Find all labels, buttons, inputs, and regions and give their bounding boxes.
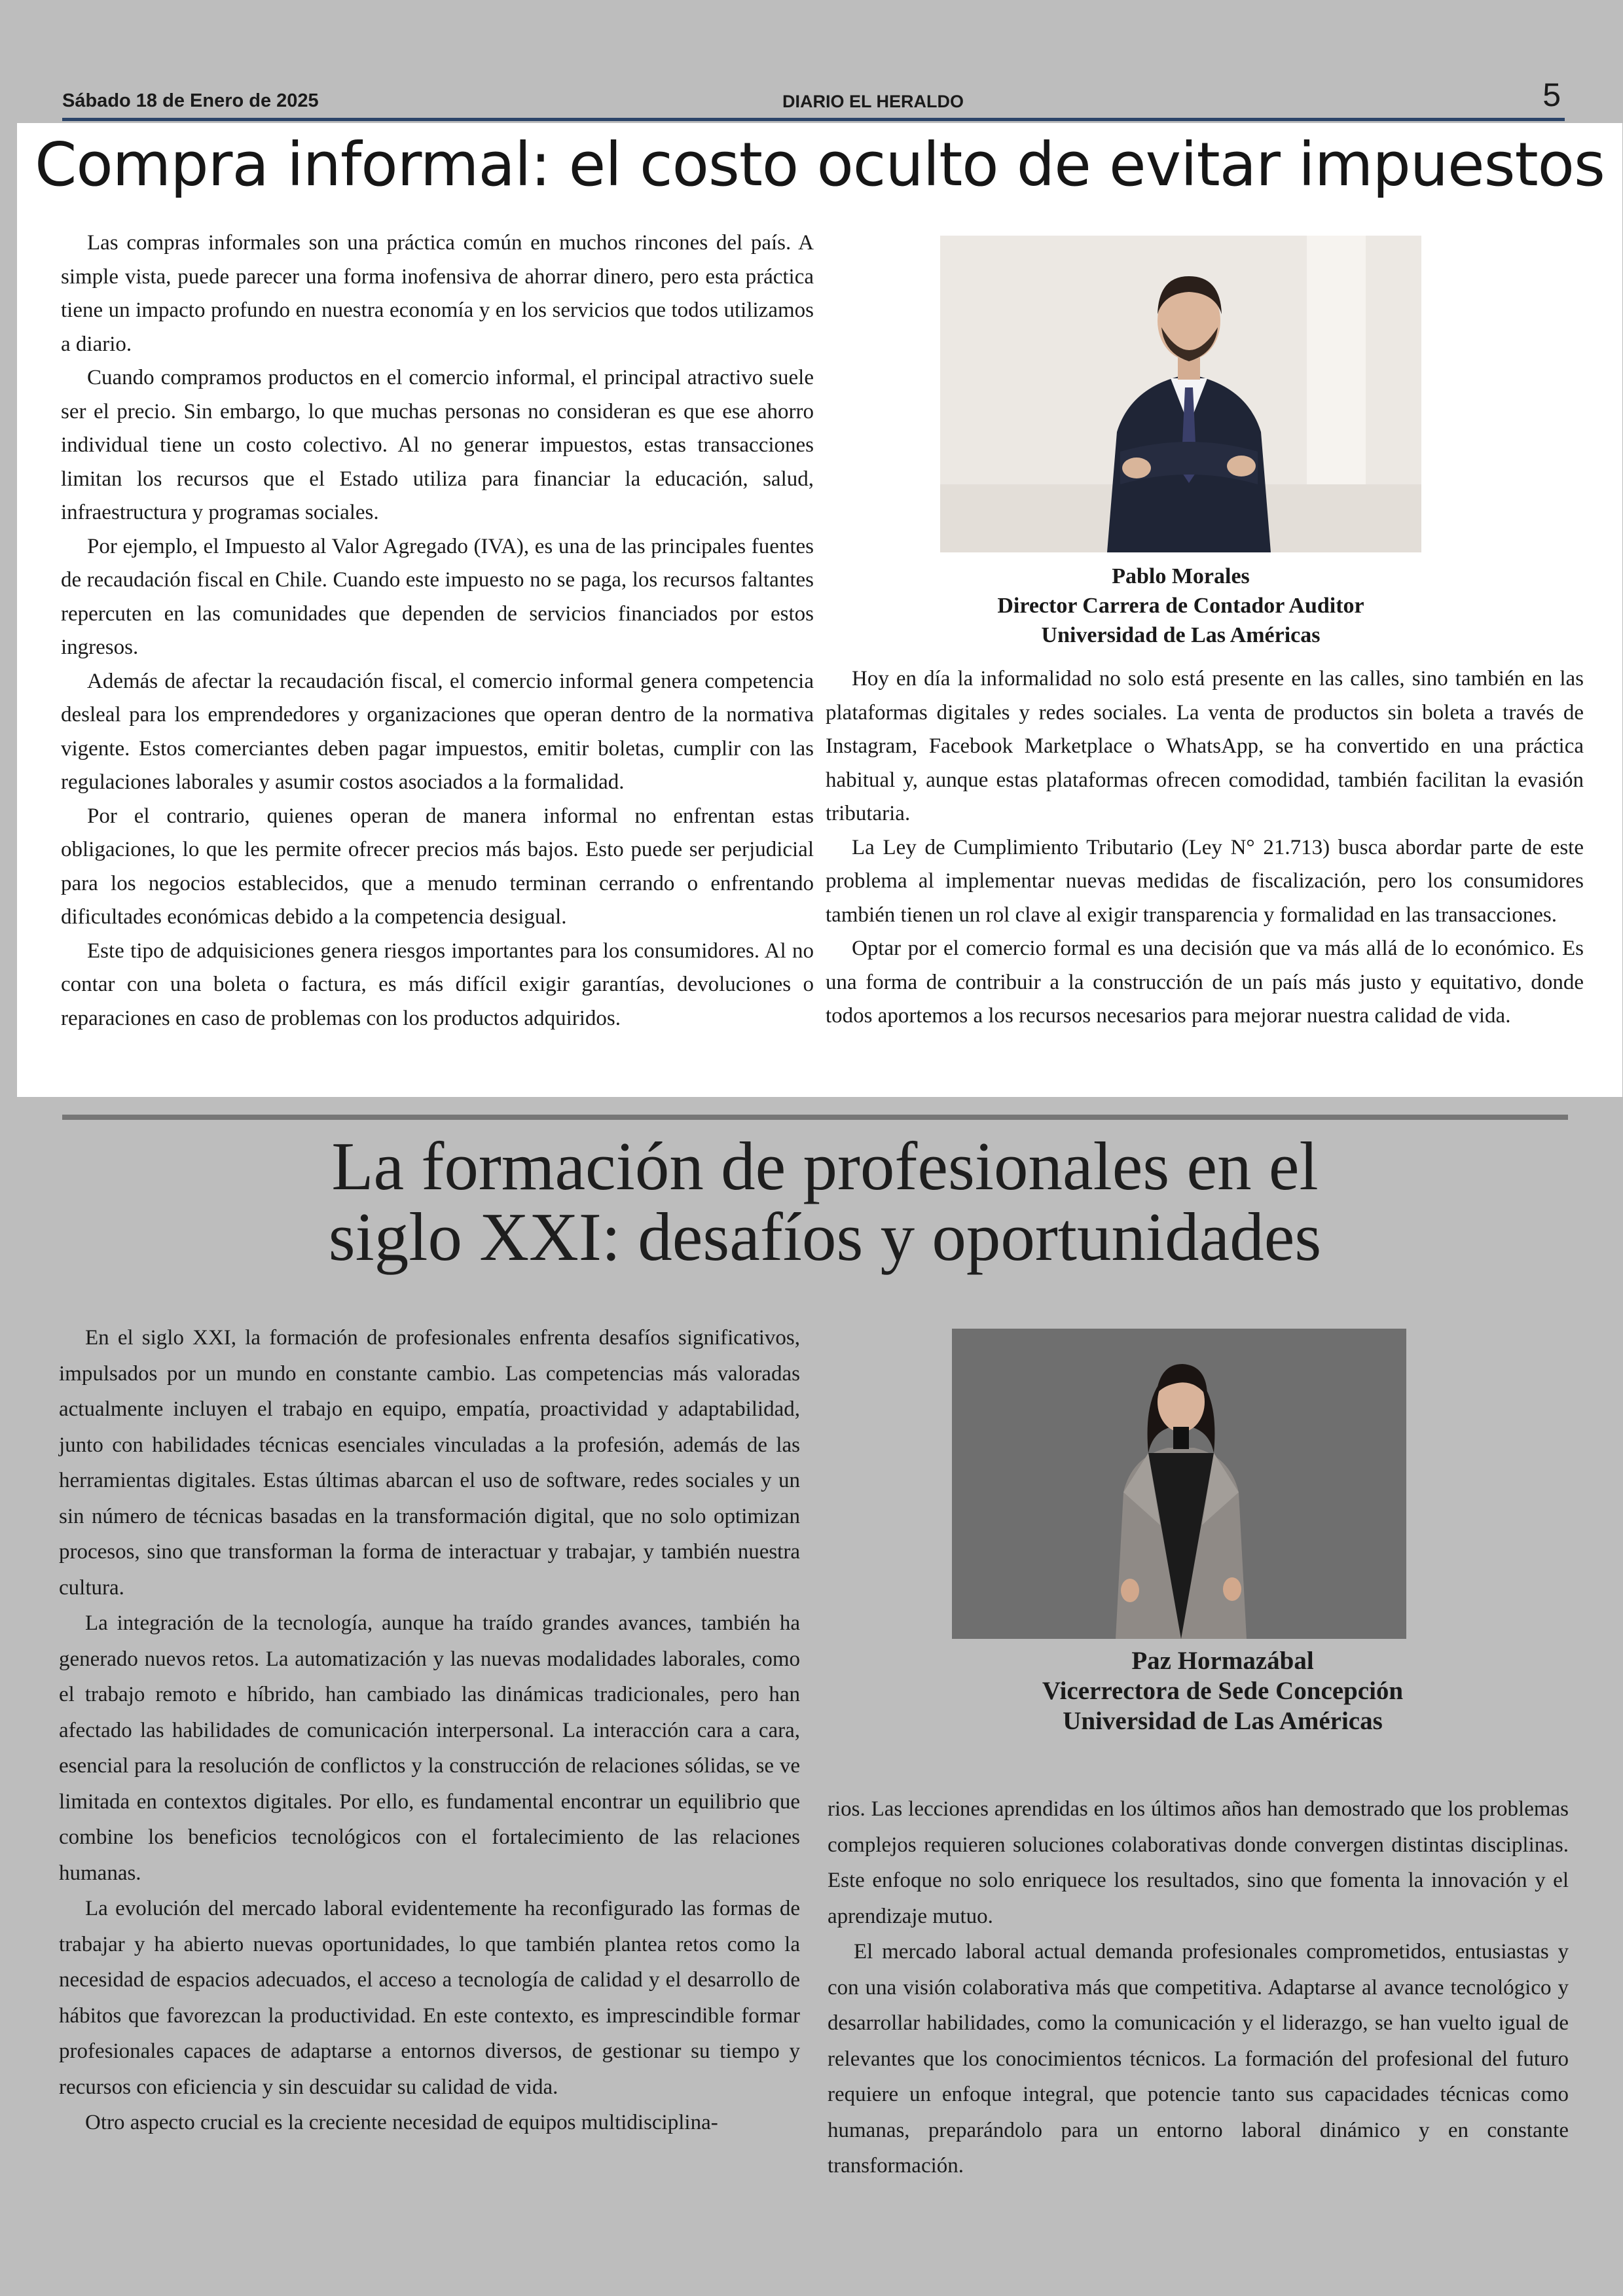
- paragraph: En el siglo XXI, la formación de profesionales enfrenta desafíos significativos, impulsados por un mundo en constante cambio. Las competencias más valoradas actualmente incluyen el trabajo en equipo, empatía, proactividad y adaptabilidad, junto con habilidades técnicas esenciales vinculadas a la profesión, además de las herramientas digitales. Estas últimas abarcan el uso de software, redes sociales y un sin número de técnicas basadas en la transformación digital, que no solo optimizan procesos, sino que transforman la forma de interactuar y trabajar, y también nuestra cultura.: [59, 1326, 800, 1600]
- paragraph: Además de afectar la recaudación fiscal, el comercio informal genera competencia desleal para los emprendedores y organizaciones que operan dentro de la normativa vigente. Estos comerciantes deben pagar impuestos, emitir boletas, cumplir con las regulaciones laborales y asumir costos asociados a la formalidad.: [61, 669, 814, 794]
- author-photo-pablo-morales: [940, 236, 1421, 552]
- title-line: La formación de profesionales en el: [331, 1128, 1319, 1204]
- author-name: Paz Hormazábal: [1131, 1647, 1314, 1675]
- paragraph: La evolución del mercado laboral evidentemente ha reconfigurado las formas de trabajar y ha abierto nuevas oportunidades, lo que también plantea retos como la necesidad de espacios adecuados, el acceso a tecnología de calidad y el desarrollo de hábitos que favorezcan la productividad. En este contexto, es imprescindible formar profesionales capaces de adaptarse a entornos diversos, de gestionar su tiempo y recursos con eficiencia y sin descuidar su calidad de vida.: [59, 1897, 800, 2099]
- author-role: Vicerrectora de Sede Concepción: [1042, 1677, 1404, 1705]
- article-column-right: [828, 1791, 1569, 2184]
- article-informal-purchase: [17, 123, 1622, 1097]
- portrait-illustration: [940, 236, 1421, 552]
- title-line: siglo XXI: desafíos y oportunidades: [328, 1198, 1322, 1275]
- article-column-left: [59, 1320, 800, 2141]
- paragraph: Las compras informales son una práctica común en muchos rincones del país. A simple vista, puede parecer una forma inofensiva de ahorrar dinero, pero esta práctica tiene un impacto profundo en nuestra economía y en los servicios que todos utilizamos a diario.: [61, 231, 814, 356]
- article-title: Compra informal: el costo oculto de evitar impuestos: [35, 130, 1605, 200]
- article-title: [0, 1128, 1623, 1275]
- article-column-left: [61, 226, 814, 1035]
- author-caption: [930, 1646, 1516, 1736]
- article-column-right: [826, 662, 1584, 1033]
- page-header: [62, 77, 1565, 121]
- author-organization: Universidad de Las Américas: [1041, 623, 1321, 647]
- paragraph: La integración de la tecnología, aunque ha traído grandes avances, también ha generado nuevos retos. La automatización y las nuevas modalidades laborales, como el trabajo remoto e híbrido, han cambiado las dinámicas tradicionales, pero han afectado las habilidades de comunicación interpersonal. La interacción cara a cara, esencial para la resolución de conflictos y la construcción de relaciones sólidas, se ve limitada en contextos digitales. Por ello, es fundamental encontrar un equilibrio que combine los beneficios tecnológicos con el fortalecimiento de las relaciones humanas.: [59, 1611, 800, 1885]
- paragraph: Otro aspecto crucial es la creciente necesidad de equipos multidisciplina-: [85, 2111, 718, 2134]
- paragraph: Este tipo de adquisiciones genera riesgos importantes para los consumidores. Al no contar con una boleta o factura, es más difícil exigir garantías, devoluciones o reparaciones en caso de problemas con los productos adquiridos.: [61, 939, 814, 1030]
- paragraph: El mercado laboral actual demanda profesionales comprometidos, entusiastas y con una visión colaborativa más que competitiva. Adaptarse al avance tecnológico y desarrollar habilidades, como la comunicación y el liderazgo, se han vuelto igual de relevantes que los conocimientos técnicos. La formación del profesional del futuro requiere un enfoque integral, que potencie tanto sus capacidades técnicas como humanas, preparándolo para un entorno laboral dinámico y en constante transformación.: [828, 1940, 1569, 2178]
- author-photo-paz-hormazabal: [952, 1329, 1406, 1639]
- paragraph: Optar por el comercio formal es una decisión que va más allá de lo económico. Es una forma de contribuir a la construcción de un país más justo y equitativo, donde todos aportemos a los recursos necesarios para mejorar nuestra calidad de vida.: [826, 937, 1584, 1028]
- portrait-illustration: [952, 1329, 1406, 1639]
- paragraph: La Ley de Cumplimiento Tributario (Ley N° 21.713) busca abordar parte de este problema al implementar nuevas medidas de fiscalización, pero los consumidores también tienen un rol clave al exigir transparencia y formalidad en las transacciones.: [826, 835, 1584, 927]
- paragraph: Hoy en día la informalidad no solo está presente en las calles, sino también en las plataformas digitales y redes sociales. La venta de productos sin boleta a través de Instagram, Facebook Marketplace o WhatsApp, se ha convertido en una práctica habitual y, aunque estas plataformas ofrecen comodidad, también facilitan la evasión tributaria.: [826, 667, 1584, 825]
- page-number: 5: [1542, 77, 1561, 113]
- paragraph: Por el contrario, quienes operan de manera informal no enfrentan estas obligaciones, lo que les permite ofrecer precios más bajos. Esto puede ser perjudicial para los negocios establecidos, que a menudo terminan cerrando o enfrentando dificultades económicas debido a la competencia desigual.: [61, 804, 814, 929]
- paragraph: Por ejemplo, el Impuesto al Valor Agregado (IVA), es una de las principales fuentes de recaudación fiscal en Chile. Cuando este impuesto no se paga, los recursos faltantes repercuten en las comunidades que dependen de servicios financiados por estos ingresos.: [61, 534, 814, 659]
- header-date: Sábado 18 de Enero de 2025: [62, 90, 319, 111]
- author-caption: [921, 562, 1441, 650]
- newspaper-name: DIARIO EL HERALDO: [782, 92, 964, 111]
- author-role: Director Carrera de Contador Auditor: [997, 594, 1364, 618]
- section-divider: [62, 1115, 1568, 1120]
- author-name: Pablo Morales: [1112, 564, 1250, 588]
- paragraph: Cuando compramos productos en el comercio informal, el principal atractivo suele ser el precio. Sin embargo, lo que muchas personas no consideran es que ese ahorro individual tiene un costo colectivo. Al no generar impuestos, estas transacciones limitan los recursos que el Estado utiliza para financiar la educación, salud, infraestructura y programas sociales.: [61, 366, 814, 524]
- author-organization: Universidad de Las Américas: [1063, 1707, 1383, 1735]
- paragraph: rios. Las lecciones aprendidas en los últimos años han demostrado que los problemas complejos requieren soluciones colaborativas donde convergen distintas disciplinas. Este enfoque no solo enriquece los resultados, sino que fomenta la innovación y el aprendizaje mutuo.: [828, 1797, 1569, 1928]
